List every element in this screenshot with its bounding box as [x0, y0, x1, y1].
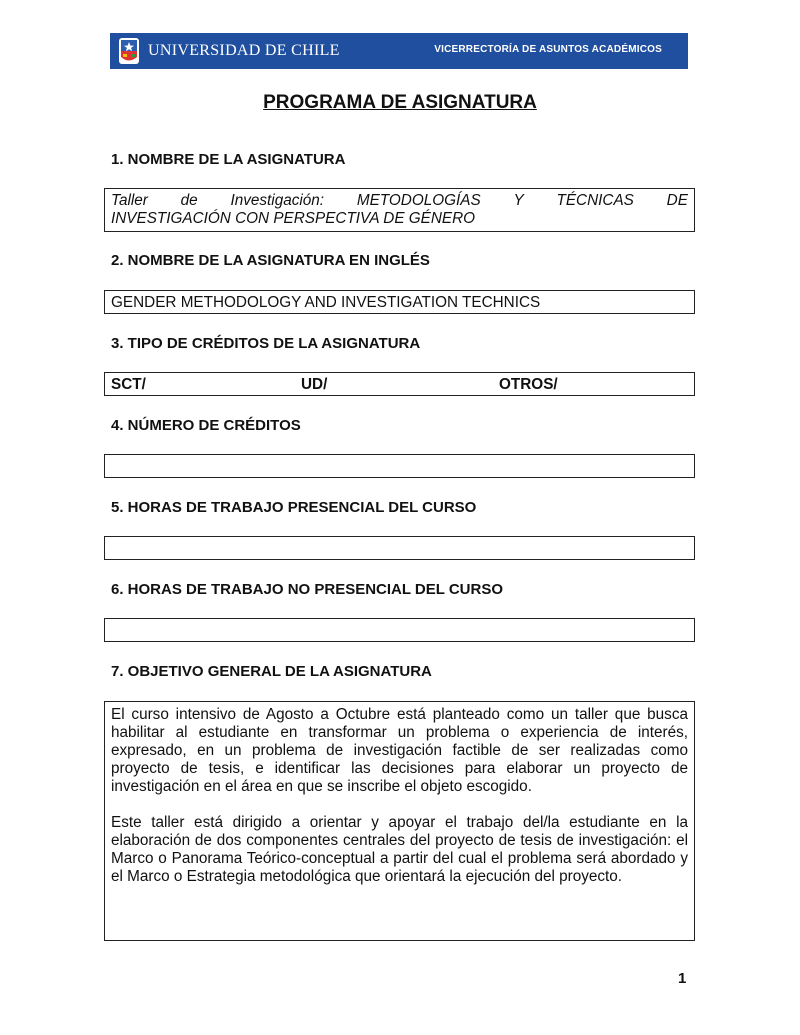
section-heading-1: 1. NOMBRE DE LA ASIGNATURA [111, 151, 346, 168]
subject-name-english: GENDER METHODOLOGY AND INVESTIGATION TECHNICS [111, 294, 541, 311]
page-title: PROGRAMA DE ASIGNATURA [263, 92, 537, 113]
subject-name-word: Y [513, 192, 524, 209]
general-objective-box [104, 701, 695, 941]
subject-name-box [104, 188, 695, 232]
objective-paragraph-1: El curso intensivo de Agosto a Octubre está planteado como un taller que busca habilitar al estudiante en transformar un problema o experiencia de interés, expresado, en un problema de investigación factible de ser realizadas como proyecto de tesis, e identificar las decisiones para elaborar un proyecto de investigación en el área en que se inscribe el objeto escogido. [111, 706, 688, 795]
objective-paragraph-2: Este taller está dirigido a orientar y apoyar el trabajo del/la estudiante en la elaboración de dos componentes centrales del proyecto de tesis de investigación: el Marco o Panorama Teórico-conceptual a partir del cual el problema será abordado y el Marco o Estrategia metodológica que orientará la ejecución del proyecto. [111, 814, 688, 885]
section-heading-4: 4. NÚMERO DE CRÉDITOS [111, 417, 301, 434]
header-banner [110, 33, 688, 69]
subject-name-line-2: INVESTIGACIÓN CON PERSPECTIVA DE GÉNERO [111, 210, 476, 227]
section-heading-6: 6. HORAS DE TRABAJO NO PRESENCIAL DEL CURSO [111, 581, 503, 598]
credits-number-box [104, 454, 695, 478]
section-heading-5: 5. HORAS DE TRABAJO PRESENCIAL DEL CURSO [111, 499, 477, 516]
section-heading-3: 3. TIPO DE CRÉDITOS DE LA ASIGNATURA [111, 335, 421, 352]
subject-name-english-box [104, 290, 695, 314]
section-heading-2: 2. NOMBRE DE LA ASIGNATURA EN INGLÉS [111, 252, 430, 269]
credit-type-row [105, 373, 694, 397]
section-heading-7: 7. OBJETIVO GENERAL DE LA ASIGNATURA [111, 663, 432, 680]
university-crest-icon [118, 37, 140, 65]
subject-name-word: de [180, 192, 198, 209]
credit-type-ud: UD/ [301, 376, 328, 393]
subject-name-word: TÉCNICAS [556, 192, 634, 209]
university-name: UNIVERSIDAD DE CHILE [148, 42, 340, 59]
subject-name-word: METODOLOGÍAS [356, 192, 481, 209]
credit-type-box [104, 372, 695, 396]
subject-name-word: Investigación: [230, 192, 325, 209]
credit-type-otros: OTROS/ [499, 376, 558, 393]
credit-type-sct: SCT/ [111, 376, 146, 393]
subject-name-word: Taller [111, 192, 148, 209]
non-presential-hours-box [104, 618, 695, 642]
presential-hours-box [104, 536, 695, 560]
page-number: 1 [678, 970, 687, 987]
subject-name-line-1 [111, 192, 688, 210]
vicerrectoria-label: VICERRECTORÍA DE ASUNTOS ACADÉMICOS [434, 44, 662, 55]
subject-name-word: DE [666, 192, 688, 209]
